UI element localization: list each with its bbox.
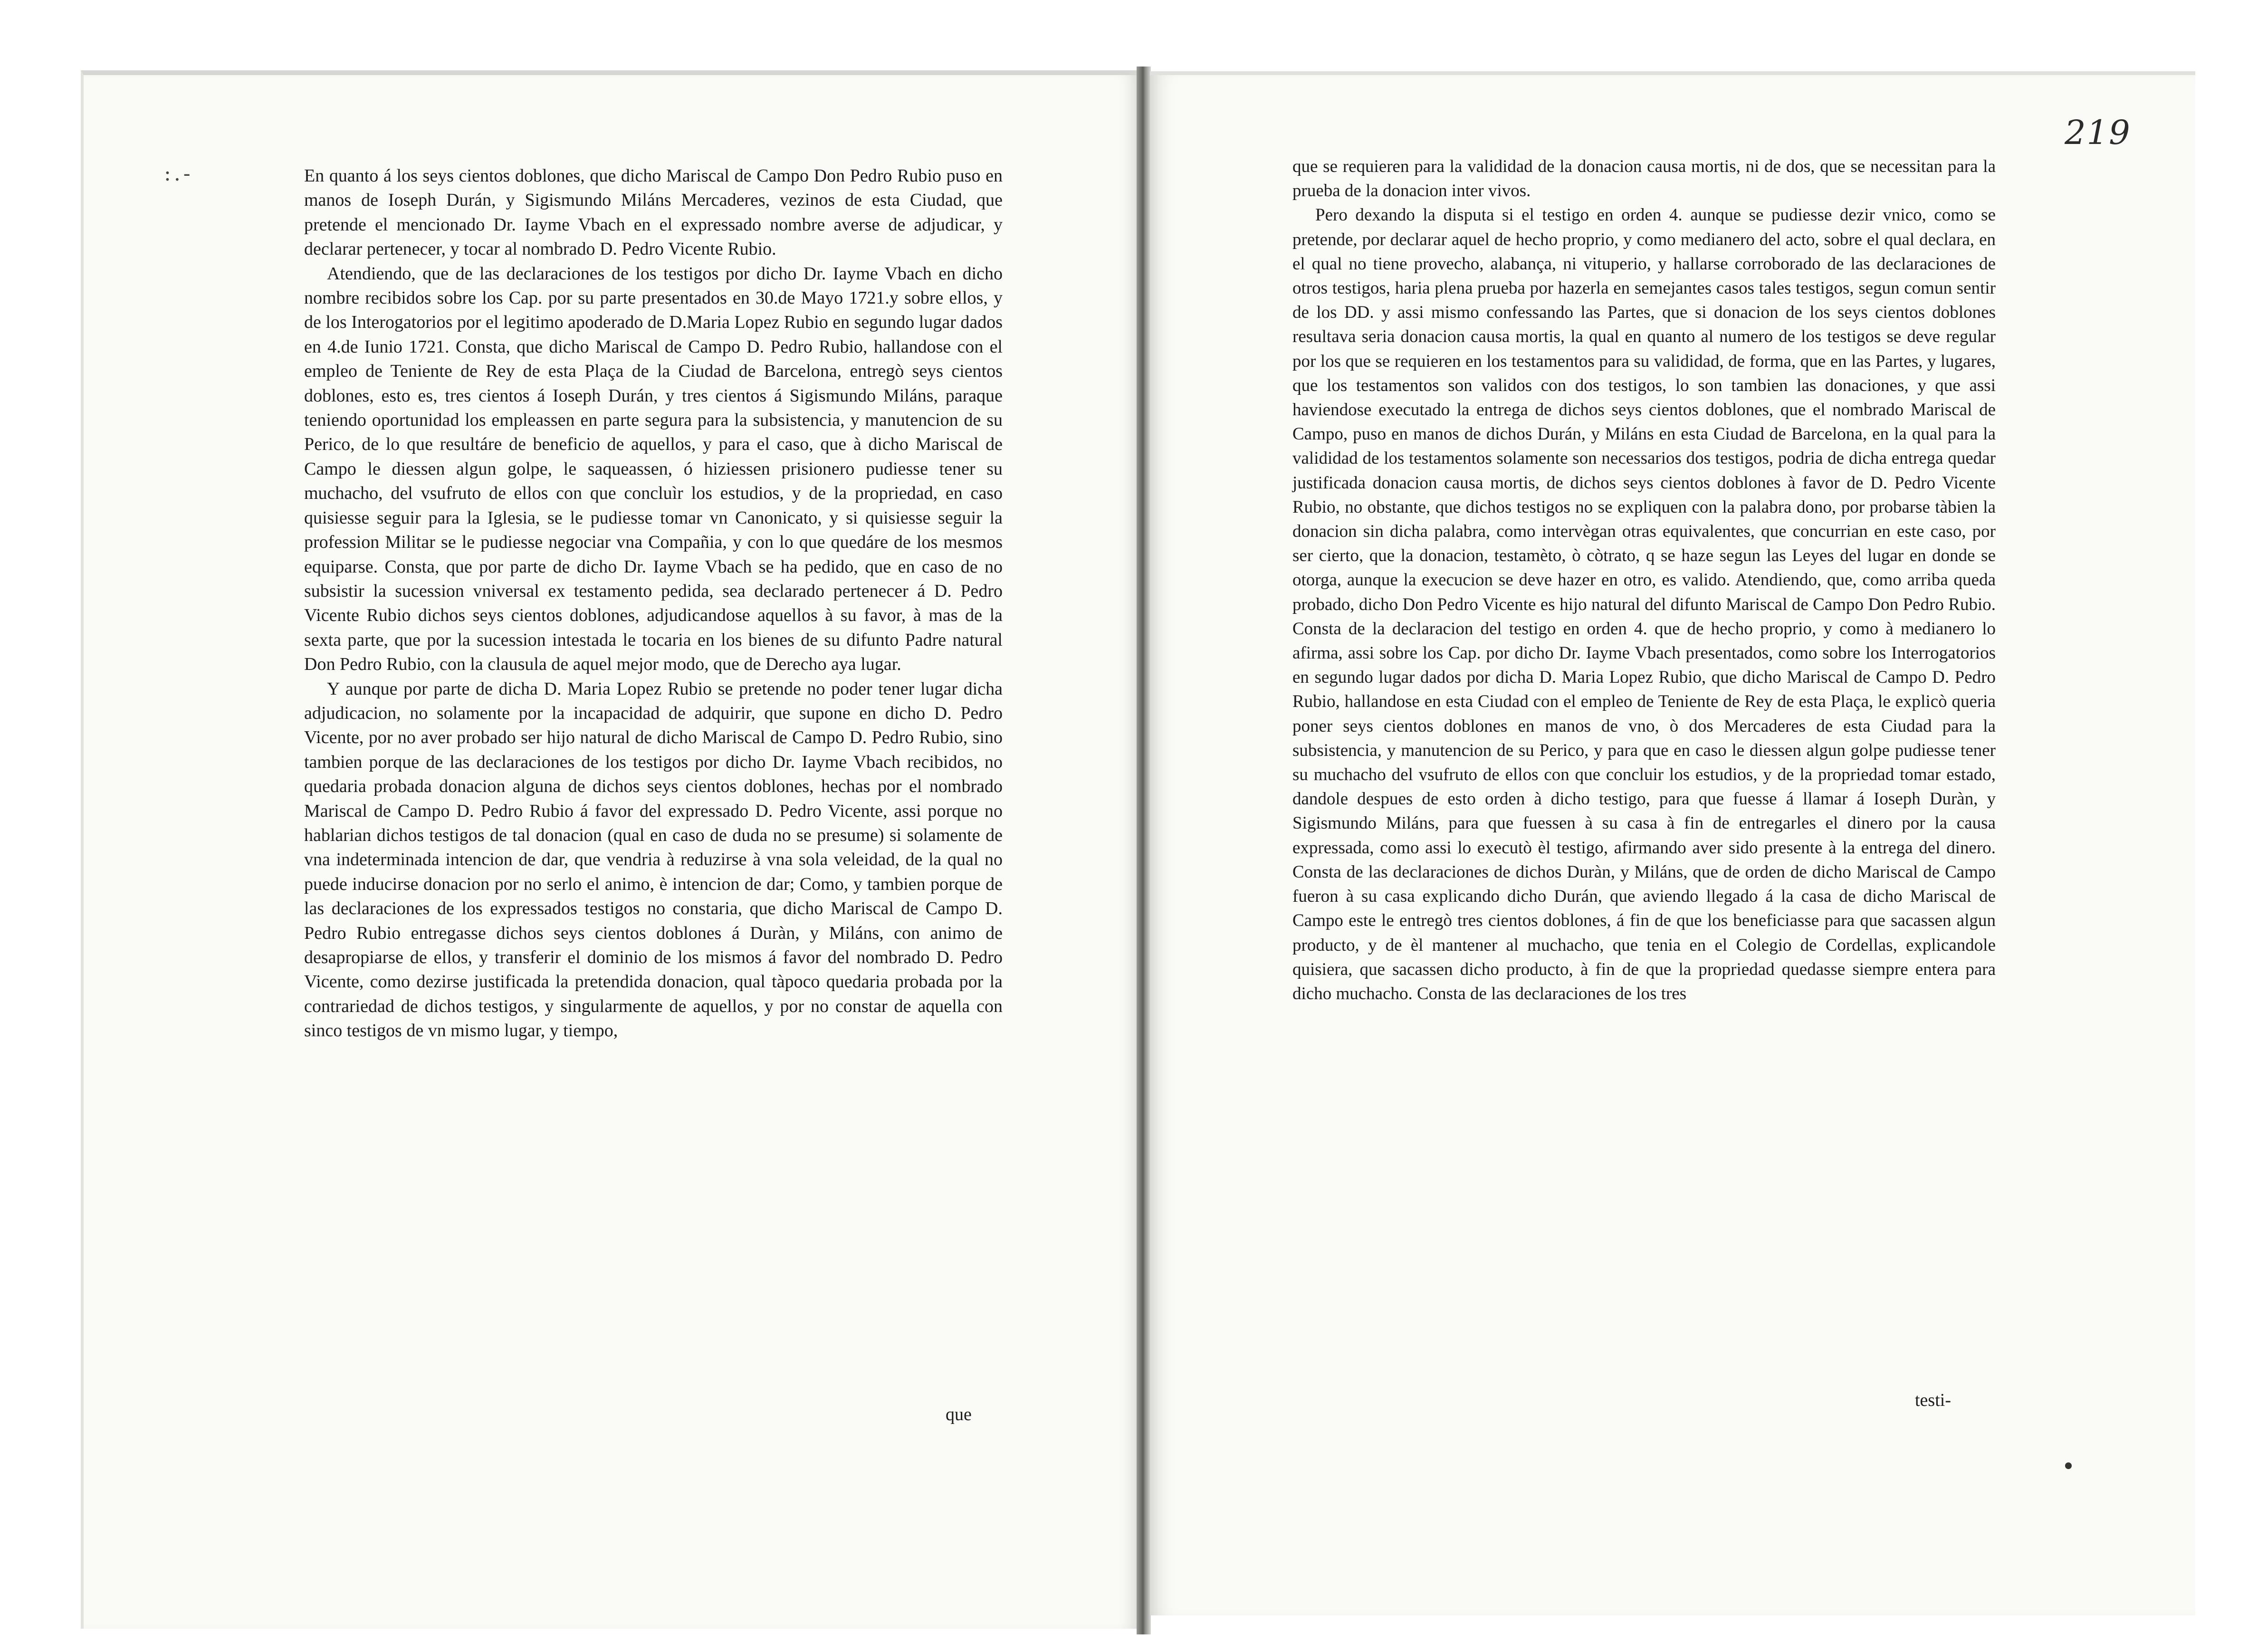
- right-page-text: [1292, 154, 1996, 1006]
- ink-spot: [2065, 1462, 2072, 1469]
- right-paragraph-1: que se requieren para la valididad de la donacion causa mortis, ni de dos, que se necessitan para la prueba de la donacion inter vivos.: [1292, 157, 1996, 201]
- left-page-text: [304, 164, 1003, 1043]
- right-paragraph-2: Pero dexando la disputa si el testigo en orden 4. aunque se pudiesse dezir vnico, como se pretende, por declarar aquel de hecho proprio, y como medianero del acto, sobre el qual declara, en el qual no tiene provecho, alabança, ni vituperio, y hallarse corroborado de las declaraciones de otros testigos, haria plena prueba por hazerla en semejantes casos tales testigos, segun comun sentir de los DD. y assi mismo confessando las Partes, que si donacion de los seys cientos doblones resultava seria donacion causa mortis, la qual en quanto al numero de los testigos se deve regular por los que se requieren en los testamentos para su valididad, de forma, que en las Partes, y lugares, que los testamentos son validos con dos testigos, lo son tambien las donaciones, y que assi haviendose executado la entrega de dichos seys cientos doblones, que el nombrado Mariscal de Campo, puso en manos de dichos Durán, y Miláns en esta Ciudad de Barcelona, en la qual para la valididad de los testamentos solamente son necessarios dos testigos, podria de dicha entrega quedar justificada donacion causa mortis, de dichos seys cientos doblones à favor de D. Pedro Vicente Rubio, no obstante, que dichos testigos no se expliquen con la palabra dono, por probarse tàbien la donacion sin dicha palabra, como intervègan otras equivalentes, que concurrian en este caso, por ser cierto, que la donacion, testamèto, ò còtrato, q se haze segun las Leyes del lugar en donde se otorga, aunque la execucion se deve hazer en otro, es valido. Atendiendo, que, como arriba queda probado, dicho Don Pedro Vicente es hijo natural del difunto Mariscal de Campo Don Pedro Rubio. Consta de la declaracion del testigo en orden 4. que de hecho proprio, y como à medianero lo afirma, assi sobre los Cap. por dicho Dr. Iayme Vbach presentados, como sobre los Interrogatorios en segundo lugar dados por dicha D. Maria Lopez Rubio, que dicho Mariscal de Campo D. Pedro Rubio, hallandose en esta Ciudad con el empleo de Teniente de Rey de esta Plaça, le explicò queria poner seys cientos doblones en manos de vno, ò dos Mercaderes de esta Ciudad para la subsistencia, y manutencion de su Perico, y para que en caso le diessen algun golpe pudiesse tener su muchacho del vsufruto de ellos con que concluir los estudios, y de la propriedad tomar estado, dandole despues de esto orden à dicho testigo, para que fuesse á llamar á Ioseph Duràn, y Sigismundo Miláns, para que fuessen à su casa à fin de entregarles el dinero por la causa expressada, como assi lo executò èl testigo, afirmando aver sido presente à la entrega del dinero. Consta de las declaraciones de dichos Duràn, y Miláns, que de orden de dicho Mariscal de Campo fueron à su casa explicando dicho Durán, que aviendo llegado á la casa de dicho Mariscal de Campo este le entregò tres cientos doblones, á fin de que los beneficiasse para que sacassen algun producto, y de èl mantener al muchacho, que tenia en el Colegio de Cordellas, explicandole quisiera, que sacassen dicho producto, à fin de que la propriedad quedasse siempre entera para dicho muchacho. Consta de las declaraciones de los tres: [1292, 205, 1996, 1003]
- right-catchword: testi-: [1915, 1390, 1951, 1410]
- book-gutter: [1137, 67, 1151, 1634]
- folio-number: 219: [2065, 113, 2131, 152]
- left-paragraph-2: Atendiendo, que de las declaraciones de los testigos por dicho Dr. Iayme Vbach en dicho nombre recibidos sobre los Cap. por su parte presentados en 30.de Mayo 1721.y sobre ellos, y de los Interogatorios por el legitimo apoderado de D.Maria Lopez Rubio en segundo lugar dados en 4.de Iunio 1721. Consta, que dicho Mariscal de Campo D. Pedro Rubio, hallandose con el empleo de Teniente de Rey de esta Plaça de la Ciudad de Barcelona, entregò seys cientos doblones, esto es, tres cientos á Ioseph Durán, y tres cientos á Sigismundo Miláns, paraque teniendo oportunidad los empleassen en parte segura para la subsistencia, y manutencion de su Perico, de lo que resultáre de beneficio de aquellos, y para el caso, que à dicho Mariscal de Campo le diessen algun golpe, le saqueassen, ó hiziessen prisionero pudiesse tener su muchacho, del vsufruto de ellos con que concluìr los estudios, y de la propriedad, en caso quisiesse seguir para la Iglesia, se le pudiesse tomar vn Canonicato, y si quisiesse seguir la profession Militar se le pudiesse negociar vna Compañia, y con lo que quedáre de los mesmos equiparse. Consta, que por parte de dicho Dr. Iayme Vbach se ha pedido, que en caso de no subsistir la sucession vniversal ex testamento pedida, sea declarado pertenecer á D. Pedro Vicente Rubio dichos seys cientos doblones, adjudicandose aquellos à su favor, à mas de la sexta parte, que por la sucession intestada le tocaria en los bienes de su difunto Padre natural Don Pedro Rubio, con la clausula de aquel mejor modo, que de Derecho aya lugar.: [304, 263, 1003, 675]
- left-catchword: que: [946, 1404, 972, 1424]
- marginal-marks: :.-: [164, 162, 193, 186]
- left-paragraph-3: Y aunque por parte de dicha D. Maria Lopez Rubio se pretende no poder tener lugar dicha adjudicacion, no solamente por la incapacidad de adquirir, que supone en dicho D. Pedro Vicente, por no aver probado ser hijo natural de dicho Mariscal de Campo D. Pedro Rubio, sino tambien porque de las declaraciones de los testigos por dicho Dr. Iayme Vbach recibidos, no quedaria probada donacion alguna de dichos seys cientos doblones, hechas por el nombrado Mariscal de Campo D. Pedro Rubio á favor del expressado D. Pedro Vicente, assi porque no hablarian dichos testigos de tal donacion (qual en caso de duda no se presume) si solamente de vna indeterminada intencion de dar, que vendria à reduzirse à vna sola veleidad, de la qual no puede inducirse donacion por no serlo el animo, è intencion de dar; Como, y tambien porque de las declaraciones de los expressados testigos no constaria, que dicho Mariscal de Campo D. Pedro Rubio entregasse dichos seys cientos doblones á Duràn, y Miláns, con animo de desapropiarse de ellos, y transferir el dominio de los mismos á favor del nombrado D. Pedro Vicente, como dezirse justificada la pretendida donacion, qual tàpoco quedaria probada por la contrariedad de dichos testigos, y singularmente de aquellos, y por no constar de aquella con sinco testigos de vn mismo lugar, y tiempo,: [304, 678, 1003, 1041]
- left-paragraph-1: En quanto á los seys cientos doblones, que dicho Mariscal de Campo Don Pedro Rubio puso en manos de Ioseph Durán, y Sigismundo Miláns Mercaderes, vezinos de esta Ciudad, que pretende el mencionado Dr. Iayme Vbach en el expressado nombre averse de adjudicar, y declarar pertenecer, y tocar al nombrado D. Pedro Vicente Rubio.: [304, 166, 1003, 259]
